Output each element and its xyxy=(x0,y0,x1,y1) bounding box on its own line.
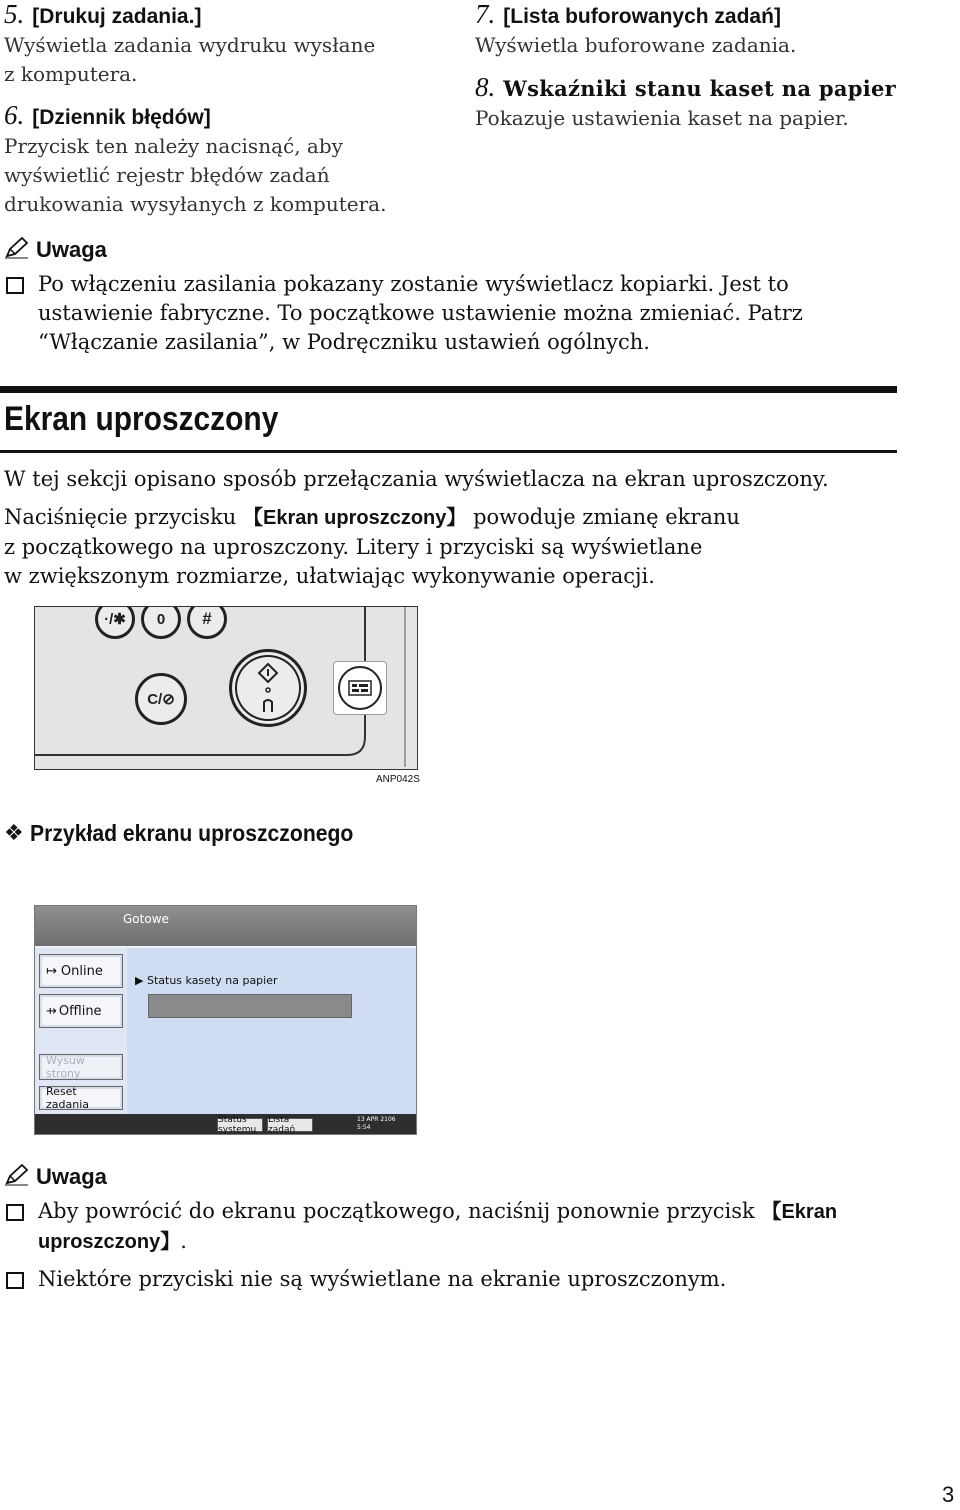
checkbox-bullet-icon xyxy=(6,1204,24,1221)
item-number: 6. xyxy=(4,100,25,130)
pencil-icon xyxy=(4,236,30,264)
figure-code: ANP042S xyxy=(376,774,420,785)
key-asterisk: ·/✱ xyxy=(95,606,135,639)
para-text: Naciśnięcie przycisku xyxy=(4,505,243,529)
note-line xyxy=(38,1227,837,1257)
simplified-screen-example xyxy=(34,905,417,1135)
control-panel-illustration xyxy=(34,606,418,770)
note-item xyxy=(4,1197,924,1257)
item-7 xyxy=(475,0,945,60)
feed-label: Wysuw strony xyxy=(46,1054,85,1080)
note-label: Uwaga xyxy=(36,237,107,262)
simplified-screen-key xyxy=(333,661,387,715)
note-label: Uwaga xyxy=(36,1164,107,1189)
item-desc-line: Przycisk ten należy nacisnąć, aby xyxy=(4,134,343,158)
page-number: 3 xyxy=(942,1482,955,1507)
date-text: 13 APR 2106 xyxy=(357,1116,396,1123)
tray-status-text: Status kasety na papier xyxy=(146,974,278,987)
checkbox-bullet-icon xyxy=(6,1272,24,1289)
reset-label: Reset zadania xyxy=(46,1085,90,1111)
offline-button[interactable] xyxy=(39,994,123,1028)
key-name: uproszczony】 xyxy=(38,1231,181,1253)
item-desc-line: Pokazuje ustawienia kaset na papier. xyxy=(475,106,849,130)
note-header xyxy=(4,1163,924,1191)
status-bar xyxy=(35,906,416,948)
system-status-button[interactable]: Status systemu xyxy=(217,1118,263,1132)
section-title: Ekran uproszczony xyxy=(4,400,279,438)
note-line: ustawienie fabryczne. To początkowe ustawienie można zmieniać. Patrz xyxy=(38,301,803,325)
online-label: Online xyxy=(60,963,103,979)
item-desc-line: Wyświetla buforowane zadania. xyxy=(475,33,797,57)
time-text: 5:54 xyxy=(357,1124,371,1131)
item-desc-line: wyświetlić rejestr błędów zadań xyxy=(4,163,330,187)
start-key xyxy=(229,649,307,727)
simplified-screen-icon xyxy=(338,666,382,710)
note-item xyxy=(4,1265,924,1294)
note-line: Po włączeniu zasilania pokazany zostanie wyświetlacz kopiarki. Jest to xyxy=(38,272,789,296)
note-block xyxy=(4,236,904,357)
online-arrow-icon: ↦ xyxy=(46,963,57,979)
item-number: 5. xyxy=(4,0,25,29)
para-text: powoduje zmianę ekranu xyxy=(466,505,740,529)
key-hash: # xyxy=(187,606,227,639)
job-list-button[interactable]: Lista zadań xyxy=(267,1118,313,1132)
note-line xyxy=(38,1197,837,1227)
diamond-bullet-icon: ❖ xyxy=(4,821,24,846)
tray-status-bar xyxy=(148,994,352,1018)
para-line: z początkowego na uproszczony. Litery i przyciski są wyświetlane xyxy=(4,535,703,559)
reset-job-button[interactable] xyxy=(39,1086,123,1110)
item-title: [Drukuj zadania.] xyxy=(32,5,202,28)
note-text: . xyxy=(180,1229,187,1253)
offline-arrow-icon: ⇸ xyxy=(46,1003,57,1019)
item-8 xyxy=(475,73,955,133)
item-title: [Lista buforowanych zadań] xyxy=(503,5,781,28)
item-title: [Dziennik błędów] xyxy=(32,106,211,129)
section-rule-bottom xyxy=(0,450,897,453)
pencil-icon xyxy=(4,1163,30,1191)
key-zero: 0 xyxy=(141,606,181,639)
para-line: w zwiększonym rozmiarze, ułatwiając wykonywanie operacji. xyxy=(4,564,655,588)
section-paragraph xyxy=(4,465,924,591)
item-5 xyxy=(4,0,444,89)
start-icon xyxy=(248,660,288,716)
item-title: Wskaźniki stanu kaset na papier xyxy=(503,76,897,101)
date-display xyxy=(357,1116,396,1132)
tray-status-label xyxy=(135,974,278,987)
para-line xyxy=(4,503,924,533)
item-desc-line: z komputera. xyxy=(4,62,138,86)
offline-label: Offline xyxy=(58,1003,102,1019)
item-6 xyxy=(4,101,444,219)
item-number: 8. xyxy=(475,72,496,102)
clear-stop-key: C/⊘ xyxy=(135,673,187,725)
feed-page-button[interactable] xyxy=(39,1054,123,1080)
section-rule-top xyxy=(0,386,897,393)
example-title: Przykład ekranu uproszczonego xyxy=(29,820,354,846)
example-heading xyxy=(4,820,381,847)
note-item xyxy=(4,270,904,357)
checkbox-bullet-icon xyxy=(6,277,24,294)
note-line: “Włączanie zasilania”, w Podręczniku ustawień ogólnych. xyxy=(38,330,650,354)
item-desc-line: Wyświetla zadania wydruku wysłane xyxy=(4,33,376,57)
note-line: Niektóre przyciski nie są wyświetlane na ekranie uproszczonym. xyxy=(38,1267,727,1291)
status-text: Gotowe xyxy=(123,912,169,926)
note-text: Aby powrócić do ekranu początkowego, naciśnij ponownie przycisk xyxy=(38,1199,762,1223)
item-number: 7. xyxy=(475,0,496,29)
note-block-2 xyxy=(4,1163,924,1294)
play-arrow-icon: ▶ xyxy=(135,974,147,987)
key-name: 【Ekran uproszczony】 xyxy=(243,507,467,529)
key-name: 【Ekran xyxy=(761,1201,838,1223)
online-button[interactable] xyxy=(39,954,123,988)
item-desc-line: drukowania wysyłanych z komputera. xyxy=(4,192,387,216)
para-line: W tej sekcji opisano sposób przełączania wyświetlacza na ekran uproszczony. xyxy=(4,467,829,491)
note-header xyxy=(4,236,904,264)
